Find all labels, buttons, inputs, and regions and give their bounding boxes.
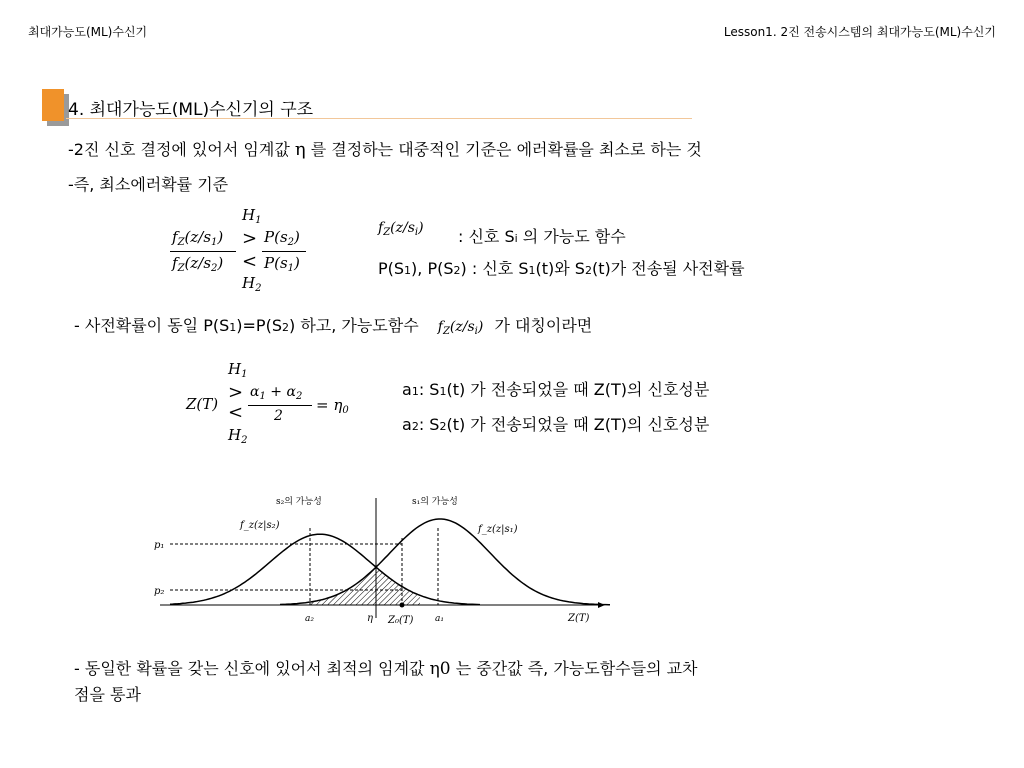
z0-point <box>400 603 405 608</box>
likelihood-curve-s1 <box>280 519 610 605</box>
label-curve-right: f_z(z|s₁) <box>478 524 518 535</box>
accent-square <box>42 89 64 121</box>
label-a1: a₁ <box>435 614 444 624</box>
greater-than: > <box>242 228 258 249</box>
a1-definition: a1: S1(t) 가 전송되었을 때 Z(T)의 신호성분 <box>402 380 710 399</box>
likelihood-symbol: $f_Z(z/s_i)$ <box>378 220 424 238</box>
prior-definition: P(S1), P(S2) : 신호 S1(t)와 S2(t)가 전송될 사전확률 <box>378 259 745 278</box>
ratio-denominator: $f_Z(z/s_2)$ <box>172 254 224 274</box>
conclusion-line-1: - 동일한 확률을 갖는 신호에 있어서 최적의 임계값 η0 는 중간값 즉, 가능도함수들의 교차 <box>74 659 698 679</box>
h2-label-2: $H_2$ <box>228 426 248 446</box>
alpha-denominator: 2 <box>274 408 283 424</box>
eta0-inline: η0 <box>429 659 451 679</box>
threshold-formula <box>186 360 366 450</box>
conclusion-line-2: 점을 통과 <box>74 685 141 704</box>
ratio-numerator: $f_Z(z/s_1)$ <box>172 228 224 248</box>
ratio-bar <box>170 251 236 252</box>
zt-symbol: Z(T) <box>186 395 219 413</box>
header-left-title: 최대가능도(ML)수신기 <box>28 25 148 39</box>
eta0-symbol: = $\eta_0$ <box>316 396 349 416</box>
error-region-left <box>310 567 376 605</box>
line1-prefix: -2진 신호 결정에 있어서 임계값 <box>68 140 290 159</box>
less-than: < <box>242 251 258 272</box>
likelihood-ratio-formula <box>170 206 320 296</box>
likelihood-graph <box>150 488 610 628</box>
likelihood-definition: : 신호 Si 의 가능도 함수 <box>458 227 626 246</box>
likelihood-inline-symbol: $f_Z(z/s_i)$ <box>437 319 484 337</box>
label-p2: p₂ <box>154 586 165 597</box>
alpha-sum: $\alpha_1 + \alpha_2$ <box>250 384 303 402</box>
prior-denominator: $P(s_1)$ <box>264 254 300 274</box>
label-s2-likelihood: s₂의 가능성 <box>276 497 322 507</box>
label-s1-likelihood: s₁의 가능성 <box>412 497 458 507</box>
h1-label: $H_1$ <box>242 206 262 226</box>
greater-than-2: > <box>228 382 244 403</box>
prior-bar <box>262 251 306 252</box>
text-line-1 <box>68 137 702 160</box>
label-eta: η <box>367 613 373 624</box>
text-line-2: -즉, 최소에러확률 기준 <box>68 175 229 194</box>
label-zt: Z(T) <box>568 613 590 624</box>
eta-symbol: η <box>294 139 306 160</box>
prior-numerator: $P(s_2)$ <box>264 228 300 248</box>
h1-label-2: $H_1$ <box>228 360 248 380</box>
symmetry-line: - 사전확률이 동일 P(S1)=P(S2) 하고, 가능도함수 $f_Z(z/s_i)$ 가 대칭이라면 <box>74 316 593 337</box>
line1-suffix: 를 결정하는 대중적인 기준은 에러확률을 최소로 하는 것 <box>310 140 702 159</box>
section-title: 4. 최대가능도(ML)수신기의 구조 <box>68 100 314 120</box>
title-underline <box>66 118 692 119</box>
header-right-title: Lesson1. 2진 전송시스템의 최대가능도(ML)수신기 <box>723 25 996 39</box>
label-z0: Z₀(T) <box>388 615 414 626</box>
a2-definition: a2: S2(t) 가 전송되었을 때 Z(T)의 신호성분 <box>402 415 710 434</box>
alpha-bar <box>248 405 312 406</box>
label-p1: p₁ <box>154 540 165 551</box>
less-than-2: < <box>228 402 244 423</box>
label-a2: a₂ <box>305 614 314 624</box>
label-curve-left: f_z(z|s₂) <box>240 520 280 531</box>
likelihood-curve-s2 <box>170 534 480 604</box>
h2-label: $H_2$ <box>242 274 262 294</box>
